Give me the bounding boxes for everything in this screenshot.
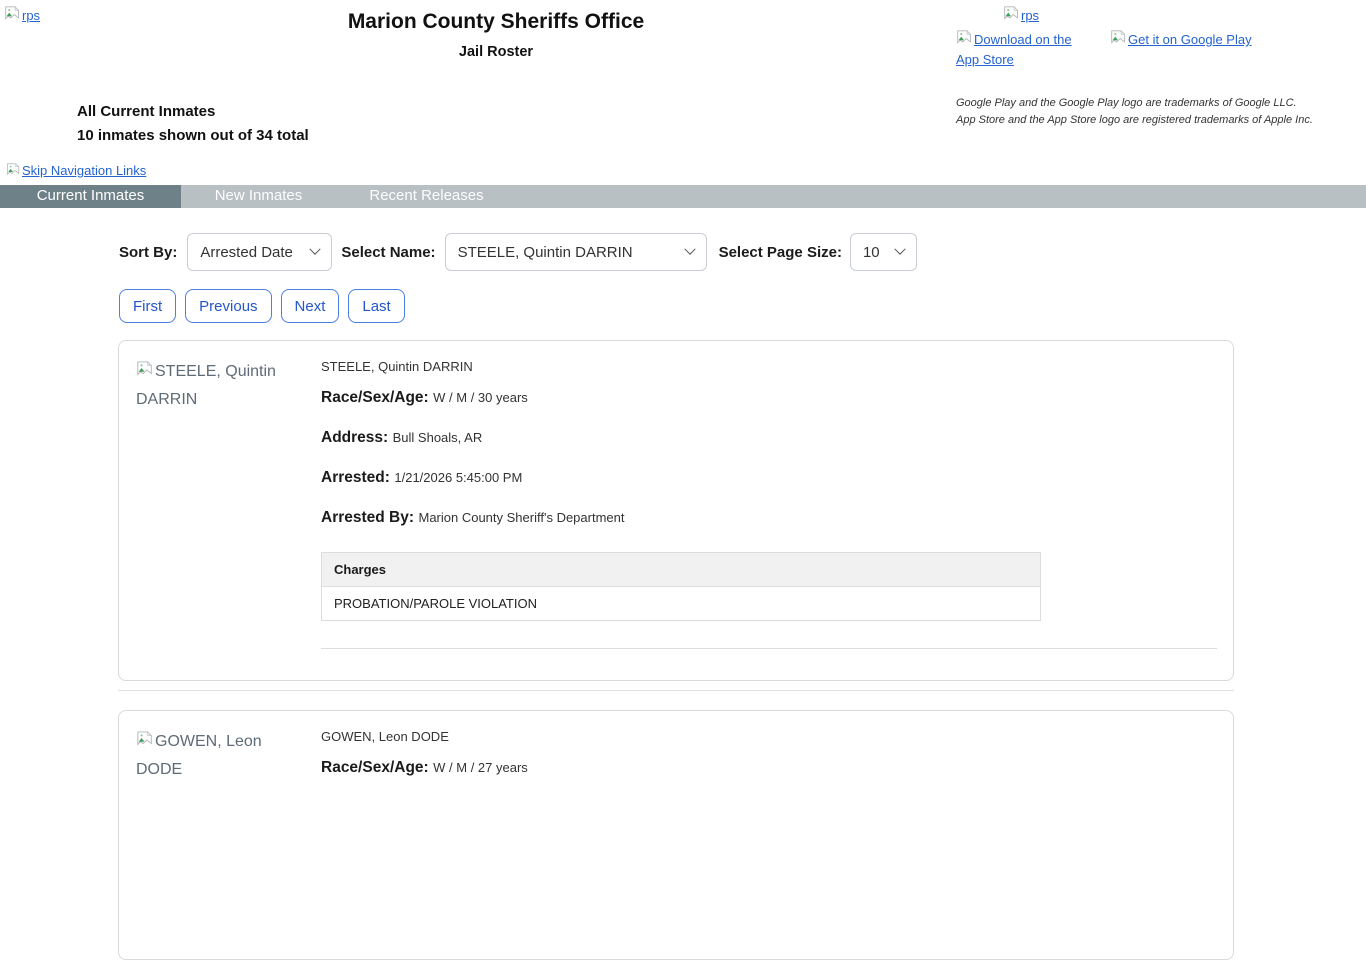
chevron-down-icon	[310, 244, 321, 255]
race-sex-age-row	[321, 388, 1215, 407]
tab-recent-releases[interactable]: Recent Releases	[369, 187, 484, 204]
inmate-name: STEELE, Quintin DARRIN	[321, 359, 473, 374]
arrested-by-value: Marion County Sheriff's Department	[418, 510, 625, 525]
filter-controls	[119, 233, 917, 271]
card-separator	[118, 690, 1234, 691]
google-play-badge-label: Get it on Google Play	[1128, 32, 1252, 47]
inmate-details	[321, 357, 1215, 649]
select-name-value: STEELE, Quintin DARRIN	[457, 243, 633, 261]
address-row	[321, 428, 1215, 447]
trademark-line-apple: App Store and the App Store logo are registered trademarks of Apple Inc.	[956, 114, 1313, 126]
sort-by-select[interactable]	[187, 233, 332, 271]
previous-page-button[interactable]: Previous	[185, 289, 271, 323]
broken-image-icon	[6, 163, 21, 181]
google-play-badge-link[interactable]	[1110, 30, 1252, 68]
inmate-card	[118, 340, 1234, 681]
arrested-by-label: Arrested By:	[321, 509, 415, 526]
address-label: Address:	[321, 429, 389, 446]
inmate-details	[321, 727, 1215, 777]
address-value: Bull Shoals, AR	[392, 430, 483, 445]
chevron-down-icon	[684, 244, 695, 255]
page-title: Marion County Sheriffs Office	[347, 10, 645, 33]
arrested-by-row	[321, 508, 1215, 527]
logo-link-label: rps	[22, 8, 41, 23]
page-size-value: 10	[862, 243, 880, 261]
select-name-label: Select Name:	[341, 243, 436, 261]
first-page-button[interactable]: First	[119, 289, 176, 323]
skip-navigation-link[interactable]	[6, 163, 146, 181]
charge-row: PROBATION/PAROLE VIOLATION	[334, 596, 537, 611]
trademark-notice	[956, 95, 1326, 129]
inmate-name: GOWEN, Leon DODE	[321, 729, 449, 744]
card-divider	[321, 648, 1217, 649]
charges-header: Charges	[322, 553, 1040, 587]
charges-table	[321, 552, 1041, 621]
chevron-down-icon	[894, 244, 905, 255]
app-store-badge-label: Download on the App Store	[956, 32, 1072, 67]
arrested-label: Arrested:	[321, 469, 390, 486]
broken-image-icon	[1110, 30, 1127, 51]
store-badges	[956, 30, 1326, 68]
roster-count-text: 10 inmates shown out of 34 total	[77, 127, 309, 144]
inmate-photo	[136, 729, 298, 782]
page-subtitle: Jail Roster	[458, 44, 534, 60]
inmate-photo	[136, 359, 298, 412]
broken-image-icon	[956, 30, 973, 51]
broken-image-icon	[136, 731, 154, 757]
last-page-button[interactable]: Last	[348, 289, 404, 323]
pagination	[119, 289, 405, 323]
broken-image-icon	[136, 361, 154, 387]
next-page-button[interactable]: Next	[281, 289, 340, 323]
rps-link[interactable]	[1003, 6, 1039, 26]
race-sex-age-value: W / M / 30 years	[433, 390, 528, 405]
race-sex-age-label: Race/Sex/Age:	[321, 759, 429, 776]
race-sex-age-value: W / M / 27 years	[433, 760, 528, 775]
skip-navigation-label: Skip Navigation Links	[22, 163, 147, 178]
title-block	[0, 10, 992, 60]
page-header	[0, 0, 1366, 185]
app-store-badge-link[interactable]	[956, 30, 1092, 68]
inmate-card	[118, 710, 1234, 960]
arrested-row	[321, 468, 1215, 487]
sort-by-label: Sort By:	[119, 243, 178, 261]
sort-by-value: Arrested Date	[200, 243, 293, 261]
race-sex-age-label: Race/Sex/Age:	[321, 389, 429, 406]
arrested-value: 1/21/2026 5:45:00 PM	[394, 470, 523, 485]
tab-bar	[0, 185, 1366, 208]
tab-current-inmates[interactable]: Current Inmates	[0, 185, 181, 208]
inmate-photo-alt-text: STEELE, Quintin DARRIN	[136, 363, 276, 408]
roster-summary	[77, 100, 309, 148]
app-store-column	[956, 6, 1326, 129]
broken-image-icon	[1003, 6, 1020, 26]
tab-new-inmates[interactable]: New Inmates	[214, 187, 303, 204]
rps-link-label: rps	[1021, 8, 1040, 23]
select-name-select[interactable]	[445, 233, 707, 271]
roster-summary-heading: All Current Inmates	[77, 103, 216, 120]
page-size-label: Select Page Size:	[718, 243, 842, 261]
trademark-line-google: Google Play and the Google Play logo are trademarks of Google LLC.	[956, 97, 1297, 109]
page-size-select[interactable]	[850, 233, 917, 271]
inmate-photo-alt-text: GOWEN, Leon DODE	[136, 733, 262, 778]
